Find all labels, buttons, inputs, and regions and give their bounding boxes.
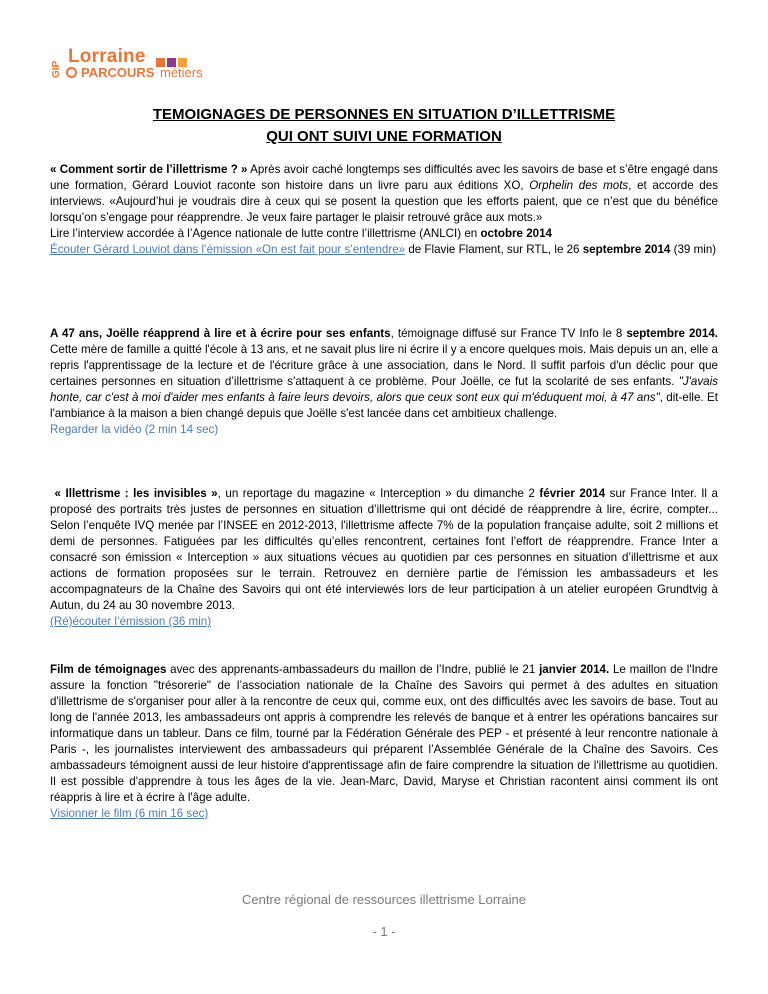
invisibles-date: février 2014 [539, 487, 606, 500]
louviot-interview-text: Lire l’interview accordée à l’Agence nationale de lutte contre l’illettrisme (ANLCI) en [50, 227, 481, 240]
louviot-paragraph [50, 162, 718, 226]
testimony-joelle [50, 326, 718, 438]
film-watch-link[interactable]: Visionner le film (6 min 16 sec) [50, 807, 209, 820]
invisibles-link-line [50, 614, 718, 630]
film-link-line [50, 806, 718, 822]
film-lead: Film de témoignages [50, 663, 167, 676]
louviot-lead: « Comment sortir de l’illettrisme ? » [50, 163, 248, 176]
louviot-interview-line [50, 226, 718, 242]
louviot-text-2: , et accorde des interviews. «Aujourd’hui je voudrais dire à ceux qui se posent la question que les efforts paient, que ce n’est que du bénéfice lorsqu’on s’engage pour réapprendre. Je veux faire partager le plaisir retrouvé grâce aux mots.» [50, 179, 718, 224]
film-paragraph [50, 662, 718, 806]
film-date: janvier 2014. [539, 663, 610, 676]
louviot-date: septembre 2014 [582, 243, 671, 256]
logo-lorraine: Lorraine [68, 46, 146, 67]
joelle-video-link[interactable]: Regarder la vidéo (2 min 14 sec) [50, 423, 219, 436]
title-line-1: TEMOIGNAGES DE PERSONNES EN SITUATION D’ILLETTRISME [152, 106, 616, 123]
testimony-louviot [50, 162, 718, 258]
page-number: - 1 - [372, 924, 396, 939]
joelle-text-1: , témoignage diffusé sur France TV Info le 8 [390, 327, 627, 340]
testimony-film [50, 662, 718, 822]
page-title [0, 104, 768, 148]
footer-text: Centre régional de ressources illettrisme Lorraine [242, 892, 526, 907]
invisibles-text-2: sur France Inter. Il a proposé des portraits très justes de personnes en situation d’illettrisme qui ont décidé de réapprendre à lire, écrire, compter... Selon l’enquête IVQ menée par l’INSEE en 2012-2013, l'illettrisme affecte 7% de la population française adulte, soit 2 millions et demi de personnes. Fatiguées par les difficultés qu’elles rencontrent, certaines font l’effort de réapprendre. France Inter a consacré son émission « Interception » aux situations vécues au quotidien par ces personnes en situation d’illettrisme et aux actions de formation proposées sur le terrain. Retrouvez en dernière partie de l'émission les ambassadeurs et les accompagnateurs de la Chaîne des Savoirs qui ont été interviewés lors de leur participation à un atelier européen Grundtvig à Autun, du 24 au 30 novembre 2013. [50, 487, 718, 612]
film-text-1: avec des apprenants-ambassadeurs du maillon de l’Indre, publié le 21 [166, 663, 540, 676]
title-line-2: QUI ONT SUIVI UNE FORMATION [266, 128, 502, 145]
testimony-invisibles [50, 486, 718, 630]
logo-ring-icon [66, 67, 77, 78]
logo-gip: GIP [51, 60, 62, 78]
joelle-paragraph [50, 326, 718, 422]
invisibles-listen-link[interactable]: (Ré)écouter l’émission (36 min) [50, 615, 212, 628]
louviot-book-title: Orphelin des mots [529, 179, 629, 192]
invisibles-text-1: , un reportage du magazine « Interception » du dimanche 2 [217, 487, 540, 500]
joelle-text-2: Cette mère de famille a quitté l'école à 13 ans, et ne savait plus lire ni écrire il y a encore quelques mois. Mais depuis un an, elle a repris l'apprentissage de la lecture et de l'écriture grâce à une association, dans le Nord. Il suffit parfois d'un déclic pour que certaines personnes en situation d’illettrisme s'attaquent à ce problème. Pour Joëlle, ce fut la scolarité de ses enfants. [50, 343, 718, 388]
louviot-interview-date: octobre 2014 [480, 227, 552, 240]
louviot-listen-link[interactable]: Écouter Gérard Louviot dans l’émission «On est fait pour s’entendre» [50, 243, 406, 256]
louviot-listen-line [50, 242, 718, 258]
logo-parcours: PARCOURS [81, 65, 155, 80]
invisibles-paragraph [50, 486, 718, 614]
joelle-quote: "J'avais honte, car c'est à moi d'aider mes enfants à faire leurs devoirs, alors que ceux sont eux qui m'éduquent moi, à 47 ans" [50, 375, 718, 404]
logo [52, 46, 252, 86]
joelle-date: septembre 2014. [626, 327, 719, 340]
joelle-text-3: , dit-elle. Et l'ambiance à la maison a bien changé depuis que Joëlle s'est lancée dans cet ambitieux challenge. [50, 391, 718, 420]
joelle-link-line [50, 422, 718, 438]
invisibles-lead: « Illettrisme : les invisibles » [54, 487, 218, 500]
louviot-after-link: de Flavie Flament, sur RTL, le 26 [405, 243, 583, 256]
logo-squares [156, 54, 189, 64]
logo-metiers: métiers [160, 65, 203, 80]
louviot-duration: (39 min) [670, 243, 717, 256]
joelle-lead: A 47 ans, Joëlle réapprend à lire et à écrire pour ses enfants [50, 327, 391, 340]
film-text-2: Le maillon de l'Indre assure la fonction "trésorerie" de l’association nationale de la Chaîne des Savoirs qui permet à des adultes en situation d'illettrisme de s'organiser pour aller à la rencontre de ceux qui, comme eux, ont des difficultés avec les savoirs de base. Tout au long de l'année 2013, les ambassadeurs ont appris à comprendre les relevés de banque et à entrer les opérations bancaires sur informatique dans un tableur. Dans ce film, tourné par la Fédération Générale des PEP - et présenté à leur rencontre nationale à Paris -, les journalistes interviewent des ambassadeurs qui préparent l’Assemblée Générale de la Chaîne des Savoirs. Ces ambassadeurs témoignent aussi de leur histoire d'apprentissage afin de faire comprendre la situation de l'illettrisme au quotidien. Il est possible d'apprendre à tous les âges de la vie. Jean-Marc, David, Maryse et Christian racontent ainsi comment ils ont réappris à lire et à écrire à l'âge adulte. [50, 663, 718, 804]
louviot-text-1: Après avoir caché longtemps ses difficultés avec les savoirs de base et s’être engagé dans une formation, Gérard Louviot raconte son histoire dans un livre paru aux éditions XO, [50, 163, 718, 192]
